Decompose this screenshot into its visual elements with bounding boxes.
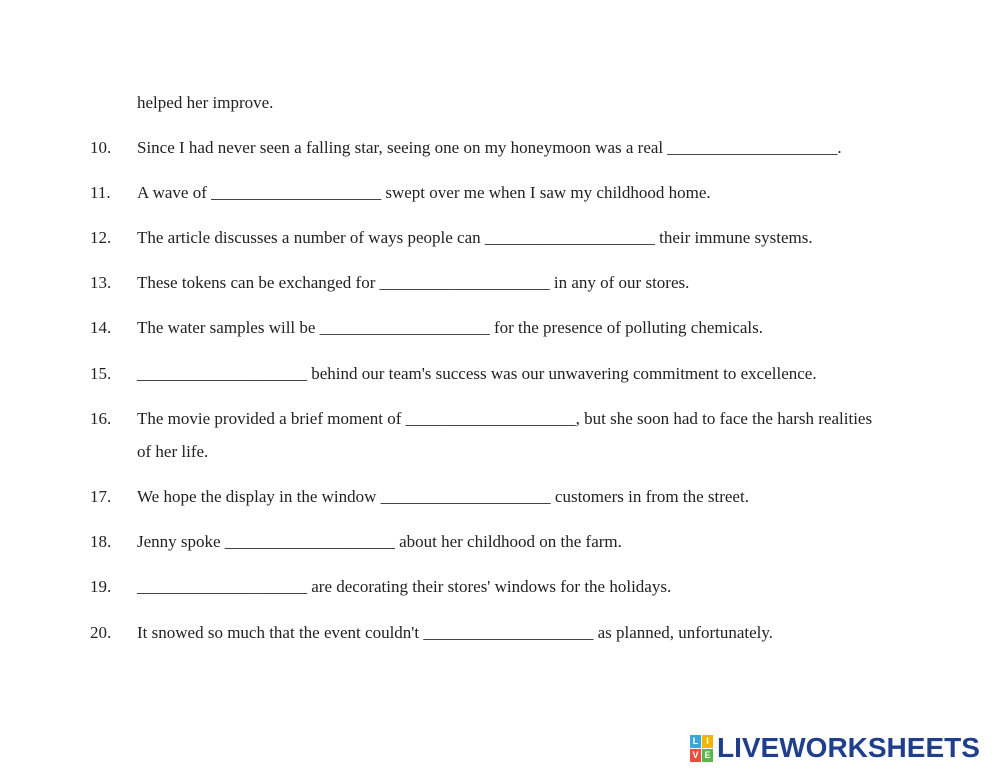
question-text: ____________________ are decorating their stores' windows for the holidays. <box>137 577 672 596</box>
liveworksheets-logo-icon <box>690 734 714 762</box>
liveworksheets-logo <box>690 730 980 766</box>
question-number: 19. <box>90 577 112 596</box>
question-number: 17. <box>90 487 112 506</box>
question-number: 10. <box>90 138 112 157</box>
question-text: It snowed so much that the event couldn't ____________________ as planned, unfortunately. <box>137 623 774 642</box>
question-text: The movie provided a brief moment of ____________________, but she soon had to face the harsh realities <box>137 409 873 428</box>
question-number: 14. <box>90 318 112 337</box>
question-text: A wave of ____________________ swept over me when I saw my childhood home. <box>137 183 711 202</box>
question-text: The water samples will be ____________________ for the presence of polluting chemicals. <box>137 318 764 337</box>
question-text: These tokens can be exchanged for ____________________ in any of our stores. <box>137 273 690 292</box>
question-text: Jenny spoke ____________________ about her childhood on the farm. <box>137 532 622 551</box>
question-number: 12. <box>90 228 112 247</box>
question-text: The article discusses a number of ways people can ____________________ their immune systems. <box>137 228 813 247</box>
question-number: 13. <box>90 273 112 292</box>
question-text: of her life. <box>137 442 209 461</box>
question-number: 16. <box>90 409 112 428</box>
logo-tile-i: I <box>702 735 713 748</box>
continuation-text: helped her improve. <box>137 93 274 112</box>
question-text: We hope the display in the window ____________________ customers in from the street. <box>137 487 749 506</box>
logo-text: LIVEWORKSHEETS <box>717 732 980 763</box>
logo-tile-v: V <box>690 749 701 762</box>
logo-tile-l: L <box>690 735 701 748</box>
question-number: 20. <box>90 623 112 642</box>
question-text: Since I had never seen a falling star, seeing one on my honeymoon was a real ____________________. <box>137 138 842 157</box>
question-text: ____________________ behind our team's success was our unwavering commitment to excellence. <box>137 364 817 383</box>
question-number: 11. <box>90 183 111 202</box>
logo-tile-e: E <box>702 749 713 762</box>
question-number: 18. <box>90 532 112 551</box>
question-number: 15. <box>90 364 112 383</box>
